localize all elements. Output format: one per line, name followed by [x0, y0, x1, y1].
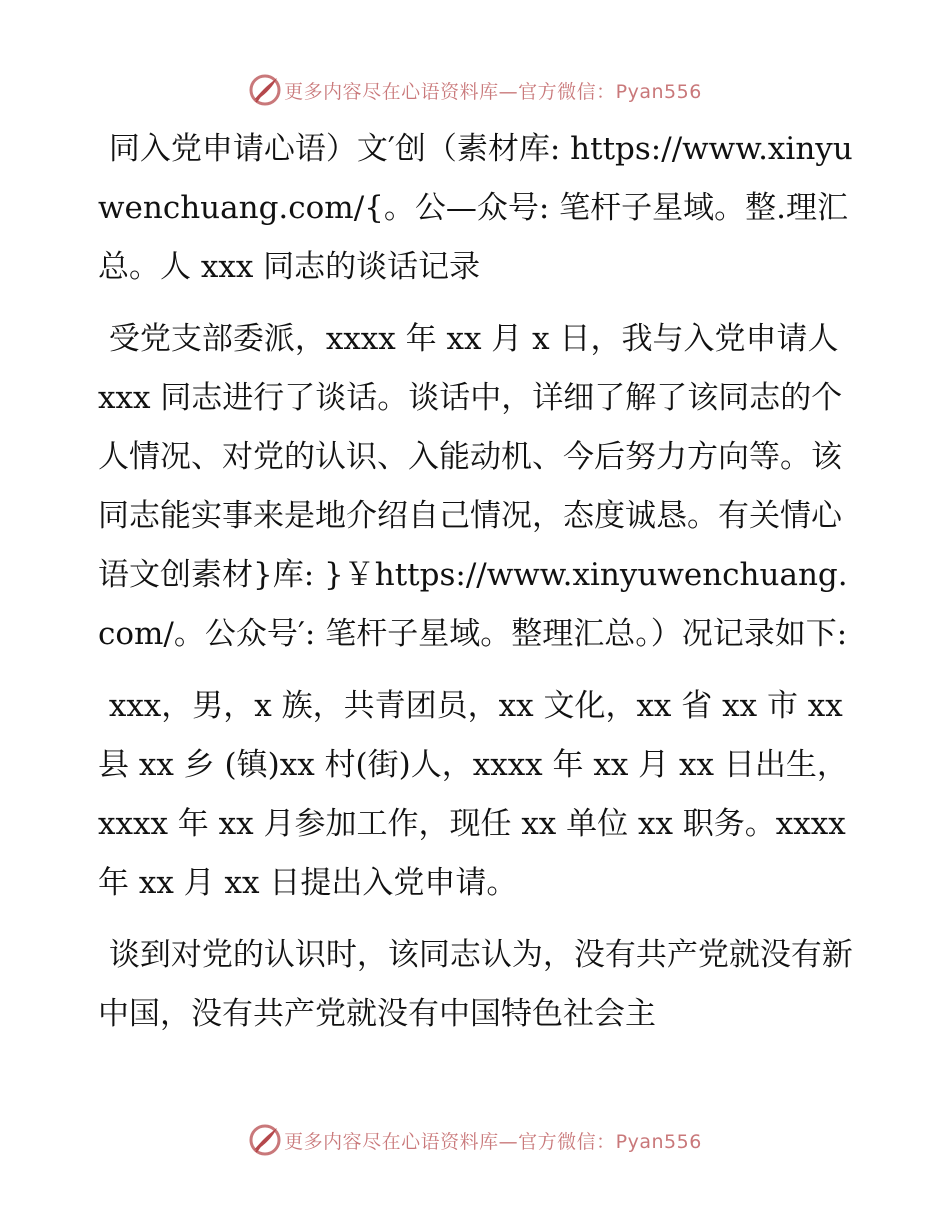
quill-pen-logo-icon [248, 1123, 282, 1157]
paragraph: 谈到对党的认识时，该同志认为，没有共产党就没有新中国，没有共产党就没有中国特色社会主 [98, 937, 853, 1032]
watermark-text: 更多内容尽在心语资料库—官方微信：Pyan556 [284, 1130, 702, 1153]
footer-watermark [0, 1118, 950, 1162]
paragraph-title: 同入党申请心语）文′创（素材库: https://www.xinyuwenchuang.com/{。公—众号: 笔杆子星域。整.理汇总。人 xxx 同志的谈话记录 [98, 131, 853, 285]
document-body [98, 120, 858, 1057]
paragraph: xxx，男，x 族，共青团员，xx 文化，xx 省 xx 市 xx 县 xx 乡 (镇)xx 村(街)人，xxxx 年 xx 月 xx 日出生，xxxx 年 xx 月参加工作，现任 xx 单位 xx 职务。xxxx 年 xx 月 xx 日提出入党申请。 [98, 688, 848, 901]
header-watermark [0, 68, 950, 112]
paragraph: 受党支部委派，xxxx 年 xx 月 x 日，我与入党申请人 xxx 同志进行了谈话。谈话中，详细了解了该同志的个人情况、对党的认识、入能动机、今后努力方向等。该同志能实事来是地介绍自己情况，态度诚恳。有关情心语文创素材}库: }￥https://www.xinyuwenchuang.com/。公众号′: 笔杆子星域。整理汇总。）况记录如下: [98, 321, 848, 652]
quill-pen-logo-icon [248, 73, 282, 107]
watermark-text: 更多内容尽在心语资料库—官方微信：Pyan556 [284, 80, 702, 103]
